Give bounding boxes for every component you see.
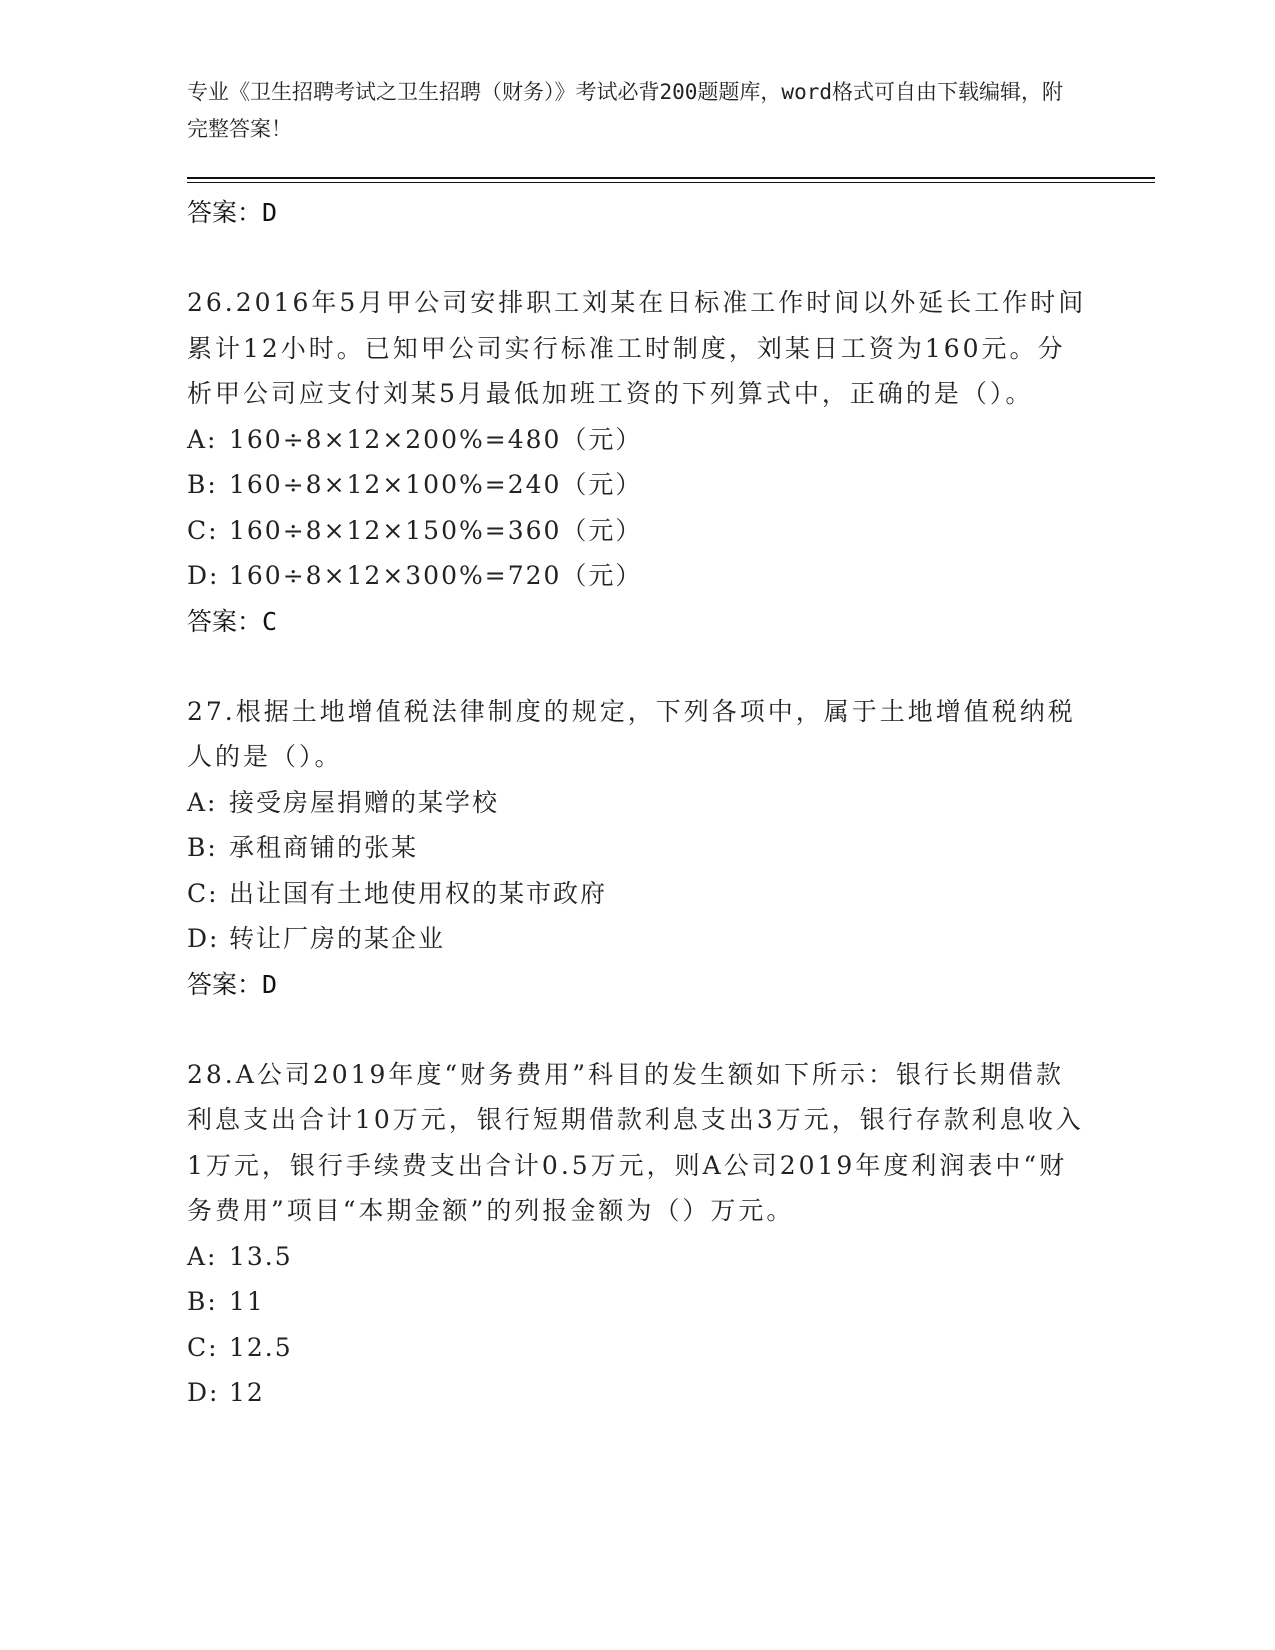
question-28-text: 28.A公司2019年度“财务费用”科目的发生额如下所示：银行长期借款利息支出合计10万元，银行短期借款利息支出3万元，银行存款利息收入1万元，银行手续费支出合计0.5万元，则A公司2019年度利润表中“财务费用”项目“本期金额”的列报金额为（）万元。 — [187, 1059, 1084, 1225]
question-28-option-d — [187, 1370, 1087, 1416]
question-28-option-a — [187, 1234, 1087, 1280]
option-letter: A: — [187, 787, 218, 817]
option-text: 12 — [229, 1378, 265, 1407]
option-letter: C: — [187, 878, 219, 908]
option-letter: C: — [187, 1332, 219, 1362]
question-27-answer: 答案：D — [187, 969, 278, 999]
page-header-text: 专业《卫生招聘考试之卫生招聘（财务）》考试必背200题题库，word格式可自由下载编辑，附完整答案！ — [187, 80, 1063, 141]
option-text: 12.5 — [229, 1332, 293, 1362]
option-letter: D: — [187, 561, 220, 590]
option-text: 11 — [229, 1287, 265, 1316]
question-26-text: 26.2016年5月甲公司安排职工刘某在日标准工作时间以外延长工作时间累计12小时。已知甲公司实行标准工时制度，刘某日工资为160元。分析甲公司应支付刘某5月最低加班工资的下列算式中，正确的是（）。 — [187, 288, 1087, 408]
question-27-text: 27.根据土地增值税法律制度的规定，下列各项中，属于土地增值税纳税人的是（）。 — [187, 696, 1076, 771]
question-27-option-d — [187, 916, 1087, 962]
option-letter: A: — [187, 1241, 218, 1271]
header-rule-thin — [187, 182, 1155, 183]
option-letter: D: — [187, 924, 220, 953]
spacer — [187, 1008, 1087, 1052]
question-26-option-a — [187, 417, 1087, 463]
spacer — [187, 236, 1087, 280]
question-27-option-b — [187, 825, 1087, 871]
option-letter: D: — [187, 1378, 220, 1407]
option-text: 出让国有土地使用权的某市政府 — [229, 878, 608, 908]
document-content — [187, 190, 1087, 1416]
header-rule-thick — [187, 177, 1155, 179]
question-26-option-d — [187, 553, 1087, 599]
answer-previous-question: 答案：D — [187, 198, 278, 227]
spacer — [187, 645, 1087, 689]
option-text: 160÷8×12×100%=240（元） — [229, 470, 643, 499]
question-26-option-c — [187, 508, 1087, 554]
option-text: 160÷8×12×150%=360（元） — [229, 515, 643, 545]
question-28-option-c — [187, 1325, 1087, 1371]
option-text: 承租商铺的张某 — [229, 833, 419, 862]
option-text: 160÷8×12×200%=480（元） — [229, 424, 643, 454]
option-text: 13.5 — [229, 1241, 293, 1271]
question-26-answer: 答案：C — [187, 606, 278, 636]
option-letter: A: — [187, 424, 218, 454]
question-27-option-a — [187, 780, 1087, 826]
question-28-option-b — [187, 1279, 1087, 1325]
option-letter: C: — [187, 515, 219, 545]
question-27-option-c — [187, 871, 1087, 917]
option-text: 转让厂房的某企业 — [229, 924, 446, 953]
option-letter: B: — [187, 1287, 218, 1316]
option-letter: B: — [187, 833, 218, 862]
option-text: 160÷8×12×300%=720（元） — [229, 561, 643, 590]
question-26-option-b — [187, 462, 1087, 508]
option-letter: B: — [187, 470, 218, 499]
option-text: 接受房屋捐赠的某学校 — [229, 787, 500, 817]
